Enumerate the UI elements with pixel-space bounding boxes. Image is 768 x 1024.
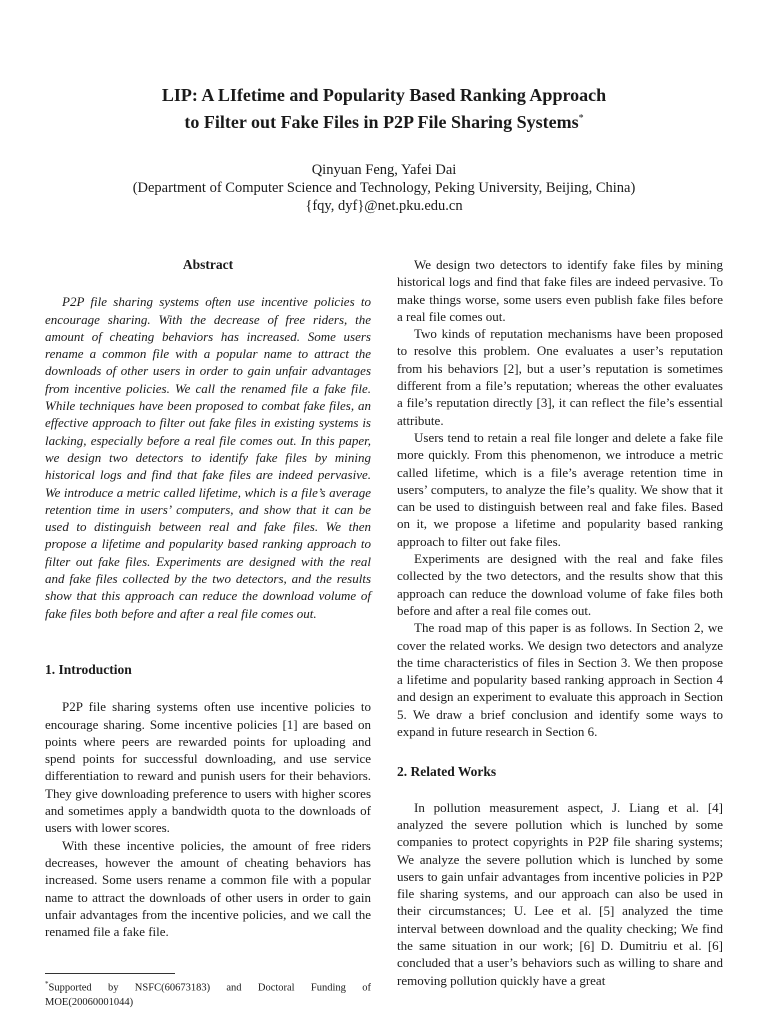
intro-paragraph-2: With these incentive policies, the amount of free riders decreases, however the amount of cheating behaviors has increased. Some users rename a common file with a popular name to attract the downloads of other users in order to gain unfair advantages from the incentive policies, and we call the renamed file a fake file. bbox=[45, 837, 371, 940]
title-line-2-text: to Filter out Fake Files in P2P File Sharing Systems bbox=[184, 112, 579, 132]
intro-paragraph-6: Experiments are designed with the real and fake files collected by the two detectors, and the results show that this approach can reduce the download volume of fake files both before and after a real file comes out. bbox=[397, 551, 723, 618]
intro-paragraph-1: P2P file sharing systems often use incentive policies to encourage sharing. Some incentive policies [1] are based on points where peers are rewarded points for uploading and spend points for successful downloading, and use service differentiation to reward and punish users for their behaviors. They give downloading preference to users with higher scores and sometimes apply a bandwidth quota to the downloads of users with lower scores. bbox=[45, 699, 371, 836]
intro-paragraph-7: The road map of this paper is as follows. In Section 2, we cover the related works. We design two detectors and analyze the time characteristics of files in Section 3. We then propose a lifetime and popularity based ranking approach in Section 4 and design an experiment to evaluate this approach in Section 5. We draw a brief conclusion and identify some ways to expand in future research in Section 6. bbox=[397, 620, 723, 740]
footnote bbox=[45, 973, 371, 1010]
related-works-paragraph-1: In pollution measurement aspect, J. Liang et al. [4] analyzed the severe pollution which is lunched by some companies to protect copyrights in P2P file sharing systems; We analyze the severe pollution which is lunched by some users to gain unfair advantages from incentive policies in P2P file sharing systems, and our approach can also be used in their circumstances; U. Lee et al. [5] analyzed the time interval between download and the quality checking; We find the same situation in our work; [6] D. Dumitriu et al. [6] concluded that a user’s behaviors such as willing to share and removing pollution quickly have a great bbox=[397, 799, 723, 988]
abstract-heading: Abstract bbox=[182, 257, 234, 272]
footnote-mark: * bbox=[45, 980, 49, 988]
author-names: Qinyuan Feng, Yafei Dai bbox=[311, 162, 457, 178]
intro-paragraph-5: Users tend to retain a real file longer and delete a fake file more quickly. From this phenomenon, we introduce a metric called lifetime, which is a file’s average retention time in users’ computers, to analyze the file’s quality. We show that it can be used to distinguish between real and fake files. Based on it, we propose a lifetime and popularity based ranking approach to filter out fake files. bbox=[397, 429, 723, 549]
abstract-text: P2P file sharing systems often use incentive policies to encourage sharing. With the decrease of free riders, the amount of cheating behaviors has increased. Some users rename a common file with a popular name to attract the downloads of other users in order to gain unfair advantages from incentive policies. We call the renamed file a fake file. While techniques have been proposed to combat fake files, an effective approach to filter out fake files in existing systems is lacking, especially before a real file comes out. In this paper, we design two detectors to identify fake files by mining historical logs and find that fake files are indeed pervasive. We introduce a metric called lifetime, which is a file’s average retention time in users’ computers, and show that it can be used to distinguish between real and fake files. We then propose a lifetime and popularity based ranking approach to filter out fake files. Experiments are designed with the real and fake files collected by the two detectors, and the results show that this approach can reduce the download volume of fake files both before and after a real file comes out. bbox=[45, 294, 371, 621]
intro-paragraph-3: We design two detectors to identify fake files by mining historical logs and find that fake files are indeed pervasive. To make things worse, some users even publish fake files before a real file comes out. bbox=[397, 257, 723, 324]
title-line-2 bbox=[0, 107, 768, 134]
title-line-1: LIP: A LIfetime and Popularity Based Ranking Approach bbox=[161, 85, 607, 105]
author-affiliation: (Department of Computer Science and Technology, Peking University, Beijing, China) bbox=[132, 180, 636, 196]
paper-title bbox=[0, 84, 768, 134]
introduction-heading: 1. Introduction bbox=[45, 661, 132, 677]
title-footnote-mark: * bbox=[578, 113, 584, 124]
author-block bbox=[0, 161, 768, 215]
abstract-section bbox=[45, 256, 371, 622]
footnote-text: Supported by NSFC(60673183) and Doctoral Funding of MOE(20060001044) bbox=[45, 982, 371, 1008]
left-column bbox=[45, 256, 371, 940]
footnote-rule bbox=[45, 973, 175, 974]
intro-paragraph-4: Two kinds of reputation mechanisms have been proposed to resolve this problem. One evaluates a user’s reputation from his behaviors [2], but a user’s reputation is sometimes different from a file’s reputation; whereas the other evaluates a file’s reputation directly [3], it can reflect the file’s essential attribute. bbox=[397, 326, 723, 428]
author-email: {fqy, dyf}@net.pku.edu.cn bbox=[305, 198, 463, 214]
right-column bbox=[397, 256, 723, 989]
related-works-heading: 2. Related Works bbox=[397, 764, 497, 780]
